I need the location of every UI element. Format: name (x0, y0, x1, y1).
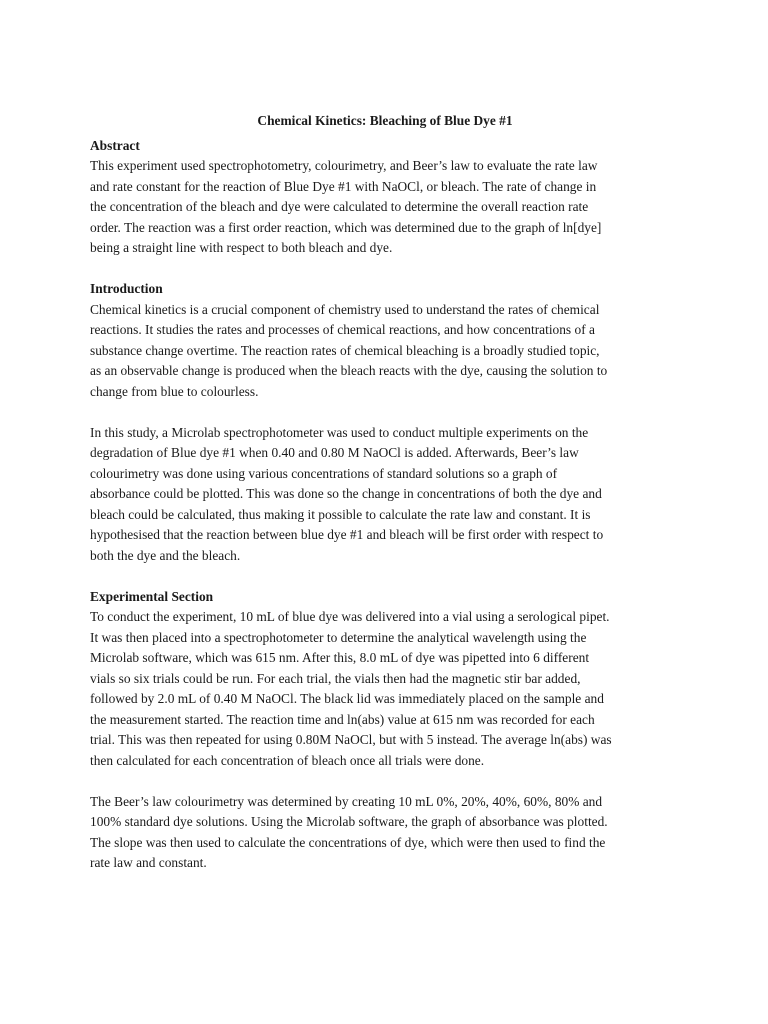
introduction-paragraph-2: In this study, a Microlab spectrophotometer was used to conduct multiple experiments on the degradation of Blue dye #1 when 0.40 and 0.80 M NaOCl is added. Afterwards, Beer’s law colourimetry was done using various concentrations of standard solutions so a graph of absorbance could be plotted. This was done so the change in concentrations of both the dye and bleach could be calculated, thus making it possible to calculate the rate law and constant. It is hypothesised that the reaction between blue dye #1 and bleach will be first order with respect to both the dye and the bleach. (90, 424, 604, 563)
experimental-paragraph-1: To conduct the experiment, 10 mL of blue dye was delivered into a vial using a serological pipet. It was then placed into a spectrophotometer to determine the analytical wavelength using the Microlab software, which was 615 nm. After this, 8.0 mL of dye was pipetted into 6 different vials so six trials could be run. For each trial, the vials then had the magnetic stir bar added, followed by 2.0 mL of 0.40 M NaOCl. The black lid was immediately placed on the sample and the measurement started. The reaction time and ln(abs) value at 615 nm was recorded for each trial. This was then repeated for using 0.80M NaOCl, but with 5 instead. The average ln(abs) was then calculated for each concentration of bleach once all trials were done. (90, 609, 612, 768)
document-page (90, 111, 680, 874)
experimental-heading: Experimental Section (90, 588, 214, 604)
introduction-heading: Introduction (90, 281, 163, 296)
experimental-paragraph-2: The Beer’s law colourimetry was determined by creating 10 mL 0%, 20%, 40%, 60%, 80% and 100% standard dye solutions. Using the Microlab software, the graph of absorbance was plotted. The slope was then used to calculate the concentrations of dye, which were then used to find the rate law and constant. (90, 793, 608, 870)
abstract-text: This experiment used spectrophotometry, colourimetry, and Beer’s law to evaluate the rate law and rate constant for the reaction of Blue Dye #1 with NaOCl, or bleach. The rate of change in the concentration of the bleach and dye were calculated to determine the overall reaction rate order. The reaction was a first order reaction, which was determined due to the graph of ln[dye] being a straight line with respect to both bleach and dye. (90, 158, 602, 255)
section-gap (90, 259, 680, 280)
introduction-paragraph-1: Chemical kinetics is a crucial component of chemistry used to understand the rates of chemical reactions. It studies the rates and processes of chemical reactions, and how concentrations of a substance change overtime. The reaction rates of chemical bleaching is a broadly studied topic, as an observable change is produced when the bleach reacts with the dye, causing the solution to change from blue to colourless. (90, 301, 608, 399)
section-gap (90, 566, 680, 587)
paragraph-gap (90, 771, 680, 792)
abstract-heading: Abstract (90, 137, 140, 153)
document-title: Chemical Kinetics: Bleaching of Blue Dye #1 (257, 113, 513, 128)
paragraph-gap (90, 402, 680, 423)
